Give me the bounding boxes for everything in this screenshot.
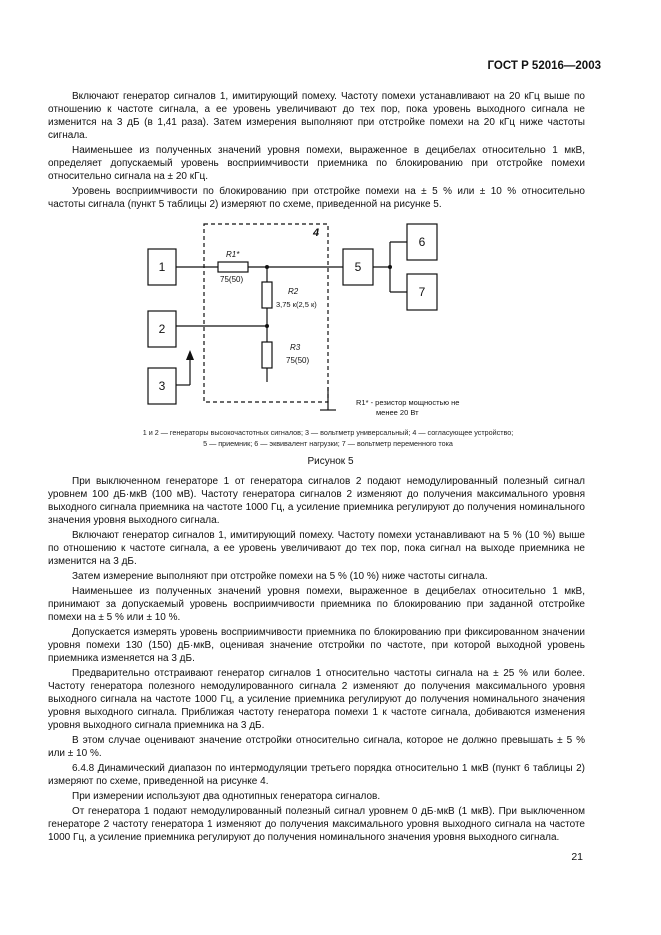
paragraph: Допускается измерять уровень восприимчивости приемника по блокированию при фиксированном значении уровня помехи 130 (150) дБ·мкВ, оценивая значение отстройки по частоте, при которой выходной уровень приемника изменяется на 3 дБ. (48, 627, 585, 664)
paragraph: Затем измерение выполняют при отстройке помехи на 5 % (10 %) ниже частоты сигнала. (72, 571, 488, 582)
resistor-note-1: R1* - резистор мощностью не (356, 398, 460, 407)
resistor-r2 (262, 282, 272, 308)
paragraph: Уровень восприимчивости по блокированию при отстройке помехи на ± 5 % или ± 10 % относительно частоты сигнала (пункт 5 таблицы 2) измеряют по схеме, приведенной на рисунке 5. (48, 186, 585, 210)
resistor-r3 (262, 342, 272, 368)
page-number: 21 (571, 851, 583, 863)
paragraph: В этом случае оценивают значение отстройки относительно сигнала, которое не должно превышать ± 5 % или ± 10 %. (48, 735, 585, 759)
label-4: 4 (312, 227, 320, 239)
label-2: 2 (158, 322, 166, 336)
paragraph: Предварительно отстраивают генератор сигналов 1 относительно частоты сигнала на ± 25 % или более. Частоту генератора полезного немодулированного сигнала 2 изменяют до получения максимального уровня выходного сигнала на частоте 1000 Гц, а усиление приемника регулируют до получения номинального значения уровня выходного сигнала. Приближая частоту генератора помехи 1 к частоте сигнала, добиваются изменения уровня выходного сигнала приемника на 3 дБ. (48, 668, 585, 731)
caption-line: 1 и 2 — генераторы высокочастотных сигналов; 3 — вольтметр универсальный; 4 — согласующее устройство; (142, 428, 514, 437)
paragraph: При измерении используют два однотипных генератора сигналов. (72, 791, 381, 802)
r3-label: R3 (290, 343, 301, 352)
label-6: 6 (418, 235, 426, 249)
resistor-r1 (218, 262, 248, 272)
label-5: 5 (354, 260, 362, 274)
figure-caption (48, 427, 608, 449)
paragraph: От генератора 1 подают немодулированный полезный сигнал уровнем 0 дБ·мкВ (1 мкВ). При выключенном генераторе 2 частоту генератора 1 изменяют до получения максимального уровня выходного сигнала на частоте 1000 Гц, а усиление приемника регулируют до получения номинального значения уровня выходного сигнала. (48, 806, 585, 843)
r3-value: 75(50) (286, 356, 310, 365)
r1-value: 75(50) (220, 275, 244, 284)
document-id: ГОСТ Р 52016—2003 (487, 60, 601, 72)
paragraph: 6.4.8 Динамический диапазон по интермодуляции третьего порядка относительно 1 мкВ (пункт 6 таблицы 2) измеряют по схеме, приведенной на рисунке 4. (48, 763, 585, 787)
figure-title: Рисунок 5 (307, 456, 354, 467)
paragraph: При выключенном генераторе 1 от генератора сигналов 2 подают немодулированный полезный сигнал уровнем 100 дБ·мкВ (100 мВ). Частоту генератора сигналов 2 изменяют до получения максимального уровня выходного сигнала приемника на частоте 1000 Гц, а усиление приемника регулируют до получения номинального значения уровня выходного сигнала. (48, 476, 585, 526)
label-1: 1 (158, 260, 166, 274)
paragraph: Наименьшее из полученных значений уровня помехи, выраженное в децибелах относительно 1 мкВ, принимают за допускаемый уровень восприимчивости приемника по блокированию при заданной отстройке помехи на ± 5 % или ± 10 %. (48, 586, 585, 623)
bottom-text (48, 475, 585, 844)
top-text (48, 90, 585, 211)
paragraph: Включают генератор сигналов 1, имитирующий помеху. Частоту помехи устанавливают на 5 % (10 %) выше по отношению к частоте сигнала, а ее уровень увеличивают до тех пор, пока сигнал на выходе приемника не изменится на 3 дБ. (48, 530, 585, 567)
label-3: 3 (158, 379, 166, 393)
r1-label: R1* (226, 250, 240, 259)
paragraph: Включают генератор сигналов 1, имитирующий помеху. Частоту помехи устанавливают на 20 кГц выше по отношению к частоте сигнала, а ее уровень увеличивают до тех пор, пока уровень выходного сигнала не изменится на 3 дБ (в 1,41 раза). Затем измерения выполняют при отстройке помехи на 20 кГц ниже частоты сигнала. (48, 91, 585, 141)
r2-label: R2 (288, 287, 299, 296)
r2-value: 3,75 к(2,5 к) (276, 300, 317, 309)
caption-line: 5 — приемник; 6 — эквивалент нагрузки; 7 — вольтметр переменного тока (203, 439, 453, 448)
paragraph: Наименьшее из полученных значений уровня помехи, выраженное в децибелах относительно 1 мкВ, определяет допускаемый уровень восприимчивости приемника по блокированию при отстройке помехи относительно сигнала на ± 20 кГц. (48, 145, 585, 182)
resistor-note-2: менее 20 Вт (376, 408, 419, 417)
circuit-diagram (130, 222, 510, 420)
matching-device-box (204, 224, 328, 402)
label-7: 7 (418, 285, 426, 299)
